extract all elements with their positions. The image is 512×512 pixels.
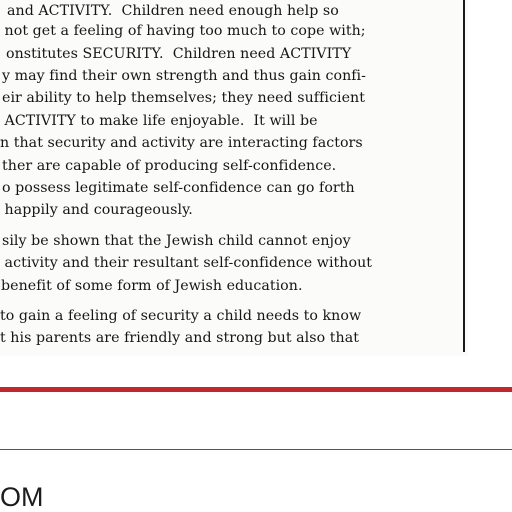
column-rule bbox=[463, 0, 465, 352]
text-line: sily be shown that the Jewish child cannot enjoy bbox=[2, 233, 351, 249]
text-line: eir ability to help themselves; they need sufficient bbox=[2, 90, 365, 106]
text-line: benefit of some form of Jewish education. bbox=[1, 278, 303, 294]
section-rule bbox=[0, 449, 512, 450]
section-heading: OM bbox=[0, 482, 44, 512]
text-line: ther are capable of producing self-confidence. bbox=[2, 158, 337, 174]
text-line: n that security and activity are interacting factors bbox=[0, 135, 363, 151]
text-line: and ACTIVITY. Children need enough help so bbox=[7, 3, 339, 19]
text-line: activity and their resultant self-confidence without bbox=[0, 255, 373, 271]
accent-divider bbox=[0, 387, 512, 392]
text-line: y may find their own strength and thus gain confi- bbox=[2, 68, 366, 84]
text-line: onstitutes SECURITY. Children need ACTIVITY bbox=[6, 46, 352, 62]
text-line: not get a feeling of having too much to cope with; bbox=[0, 23, 366, 39]
text-line: to gain a feeling of security a child needs to know bbox=[0, 308, 362, 324]
text-line: happily and courageously. bbox=[0, 202, 193, 218]
text-line: o possess legitimate self-confidence can go forth bbox=[2, 180, 355, 196]
text-line: t his parents are friendly and strong but also that bbox=[0, 330, 359, 346]
text-line: ACTIVITY to make life enjoyable. It will be bbox=[0, 113, 318, 129]
